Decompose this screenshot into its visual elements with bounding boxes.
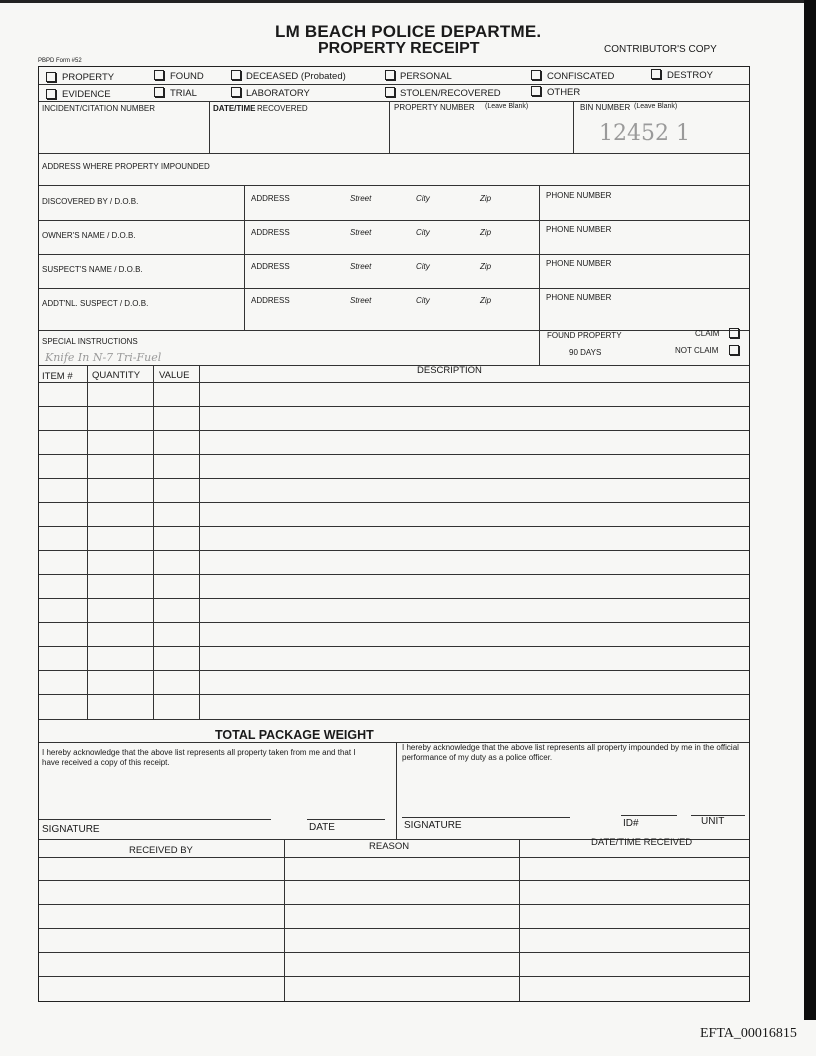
street-label: Street xyxy=(350,228,372,237)
officer-signature-line[interactable] xyxy=(402,817,570,818)
evidence-checkbox[interactable] xyxy=(46,89,56,99)
table-row xyxy=(39,694,749,695)
rule xyxy=(244,185,245,330)
bin-number-value[interactable]: 12452 1 xyxy=(599,121,690,146)
rule xyxy=(396,742,397,839)
item-number-header: ITEM # xyxy=(42,371,73,382)
rule xyxy=(39,153,749,154)
date-time-label: DATE/TIME xyxy=(213,104,256,113)
rule xyxy=(87,365,88,719)
rule xyxy=(39,254,749,255)
value-header: VALUE xyxy=(159,370,190,381)
copy-label: CONTRIBUTOR'S COPY xyxy=(604,44,717,55)
bin-number-label: BIN NUMBER xyxy=(580,103,631,112)
table-row xyxy=(39,622,749,623)
id-label: ID# xyxy=(623,818,639,829)
zip-label: Zip xyxy=(480,228,492,237)
found-checkbox[interactable] xyxy=(154,70,164,80)
quantity-header: QUANTITY xyxy=(92,370,141,381)
top-border xyxy=(0,0,816,3)
table-row xyxy=(39,880,749,881)
table-row xyxy=(39,976,749,977)
address-label: ADDRESS xyxy=(251,262,290,271)
table-row xyxy=(39,526,749,527)
street-label: Street xyxy=(350,296,372,305)
laboratory-checkbox[interactable] xyxy=(231,87,241,97)
claim-checkbox[interactable] xyxy=(729,328,739,338)
address-impounded-label: ADDRESS WHERE PROPERTY IMPOUNDED xyxy=(42,162,210,171)
rule xyxy=(39,220,749,221)
ninety-days-label: 90 DAYS xyxy=(569,348,602,357)
form-title: PROPERTY RECEIPT xyxy=(318,40,480,57)
category-label: TRIAL xyxy=(170,88,197,99)
table-row xyxy=(39,670,749,671)
table-row xyxy=(39,574,749,575)
incident-number-label: INCIDENT/CITATION NUMBER xyxy=(42,104,156,113)
city-label: City xyxy=(416,296,430,305)
found-property-label: FOUND PROPERTY xyxy=(547,331,622,340)
property-checkbox[interactable] xyxy=(46,72,56,82)
street-label: Street xyxy=(350,194,372,203)
property-number-note: (Leave Blank) xyxy=(485,103,529,110)
rule xyxy=(539,185,540,330)
rule xyxy=(209,101,210,153)
recovered-label: RECOVERED xyxy=(257,104,308,113)
address-label: ADDRESS xyxy=(251,296,290,305)
category-label: DECEASED (Probated) xyxy=(246,71,346,82)
category-label: OTHER xyxy=(547,87,581,98)
rule xyxy=(39,101,749,102)
additional-suspect-label: ADDT'NL. SUSPECT / D.O.B. xyxy=(42,299,149,308)
not-claim-label: NOT CLAIM xyxy=(675,346,719,355)
signature-label: SIGNATURE xyxy=(42,824,100,835)
table-row xyxy=(39,646,749,647)
table-row xyxy=(39,857,749,858)
rule xyxy=(199,365,200,719)
destroy-checkbox[interactable] xyxy=(651,69,661,79)
table-row xyxy=(39,952,749,953)
date-label: DATE xyxy=(309,822,335,833)
scan-edge xyxy=(804,0,816,1020)
date-time-received-header: DATE/TIME RECEIVED xyxy=(591,837,693,848)
bates-number: EFTA_00016815 xyxy=(700,1026,797,1041)
stolen-recovered-checkbox[interactable] xyxy=(385,87,395,97)
category-label: FOUND xyxy=(170,71,204,82)
table-row xyxy=(39,454,749,455)
category-label: EVIDENCE xyxy=(62,89,111,100)
category-label: STOLEN/RECOVERED xyxy=(400,88,501,99)
street-label: Street xyxy=(350,262,372,271)
rule xyxy=(39,288,749,289)
unit-label: UNIT xyxy=(701,816,725,827)
table-row xyxy=(39,502,749,503)
table-row xyxy=(39,904,749,905)
phone-label: PHONE NUMBER xyxy=(546,225,612,234)
phone-label: PHONE NUMBER xyxy=(546,191,612,200)
table-row xyxy=(39,719,749,720)
rule xyxy=(153,365,154,719)
rule xyxy=(573,101,574,153)
rule xyxy=(39,330,749,331)
address-label: ADDRESS xyxy=(251,228,290,237)
zip-label: Zip xyxy=(480,194,492,203)
special-instructions-value[interactable]: Knife In N-7 Tri-Fuel xyxy=(45,351,162,364)
reason-header: REASON xyxy=(369,841,410,852)
description-header: DESCRIPTION xyxy=(417,365,482,376)
category-label: DESTROY xyxy=(667,70,713,81)
acknowledgement-right: I hereby acknowledge that the above list represents all property impounded by me in the official performance of my duty as a police officer. xyxy=(402,743,739,762)
rule xyxy=(39,84,749,85)
category-label: CONFISCATED xyxy=(547,71,615,82)
special-instructions-label: SPECIAL INSTRUCTIONS xyxy=(42,337,138,346)
city-label: City xyxy=(416,228,430,237)
table-row xyxy=(39,550,749,551)
table-row xyxy=(39,406,749,407)
table-row xyxy=(39,430,749,431)
rule xyxy=(39,185,749,186)
table-row xyxy=(39,928,749,929)
personal-checkbox[interactable] xyxy=(385,70,395,80)
discovered-by-label: DISCOVERED BY / D.O.B. xyxy=(42,197,139,206)
bin-number-note: (Leave Blank) xyxy=(634,103,678,110)
officer-signature-label: SIGNATURE xyxy=(404,820,462,831)
id-line[interactable] xyxy=(621,815,677,816)
category-label: PERSONAL xyxy=(400,71,452,82)
property-receipt-form xyxy=(38,66,750,1002)
zip-label: Zip xyxy=(480,296,492,305)
confiscated-checkbox[interactable] xyxy=(531,70,541,80)
signature-line[interactable] xyxy=(39,819,271,820)
rule xyxy=(539,330,540,365)
rule xyxy=(39,365,749,366)
date-line[interactable] xyxy=(307,819,385,820)
rule xyxy=(389,101,390,153)
address-label: ADDRESS xyxy=(251,194,290,203)
form-number: PBPD Form #52 xyxy=(38,58,82,64)
trial-checkbox[interactable] xyxy=(154,87,164,97)
city-label: City xyxy=(416,262,430,271)
city-label: City xyxy=(416,194,430,203)
phone-label: PHONE NUMBER xyxy=(546,293,612,302)
deceased-checkbox[interactable] xyxy=(231,70,241,80)
acknowledgement-left: I hereby acknowledge that the above list represents all property taken from me and that I have received a copy of this receipt. xyxy=(42,748,356,767)
table-row xyxy=(39,478,749,479)
table-row xyxy=(39,598,749,599)
zip-label: Zip xyxy=(480,262,492,271)
not-claim-checkbox[interactable] xyxy=(729,345,739,355)
other-checkbox[interactable] xyxy=(531,86,541,96)
owner-name-label: OWNER'S NAME / D.O.B. xyxy=(42,231,136,240)
department-title: LM BEACH POLICE DEPARTME. xyxy=(275,22,542,41)
category-label: PROPERTY xyxy=(62,72,115,83)
phone-label: PHONE NUMBER xyxy=(546,259,612,268)
total-weight-label: TOTAL PACKAGE WEIGHT xyxy=(215,728,374,742)
claim-label: CLAIM xyxy=(695,329,720,338)
suspect-name-label: SUSPECT'S NAME / D.O.B. xyxy=(42,265,143,274)
category-label: LABORATORY xyxy=(246,88,310,99)
received-by-header: RECEIVED BY xyxy=(129,845,193,856)
table-row xyxy=(39,382,749,383)
property-number-label: PROPERTY NUMBER xyxy=(394,103,475,112)
